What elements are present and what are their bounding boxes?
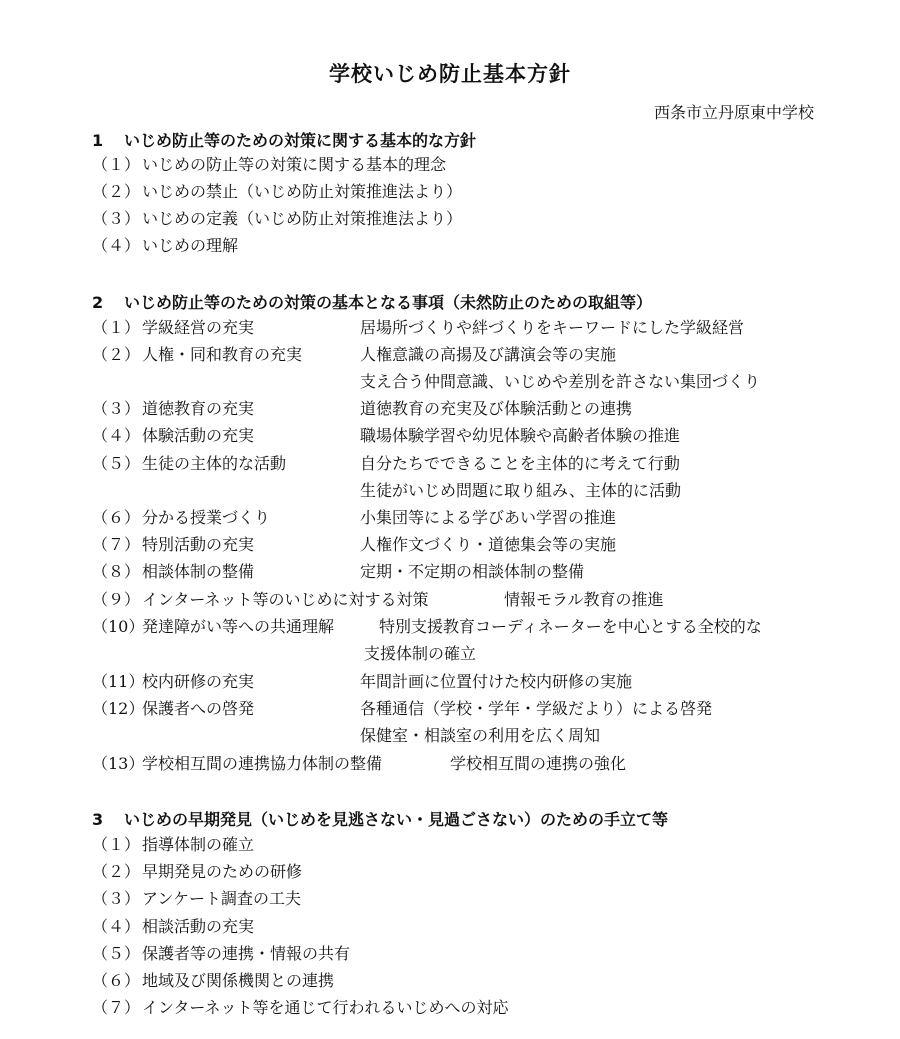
item-number: （４） [92, 236, 141, 255]
item-number: （11） [92, 672, 145, 691]
list-item [92, 343, 617, 367]
list-item [92, 887, 301, 911]
list-item [92, 207, 462, 231]
item-label: アンケート調査の工夫 [142, 889, 302, 908]
list-item [92, 452, 680, 476]
item-label: 相談体制の整備 [142, 562, 255, 581]
school-name: 西条市立丹原東中学校 [653, 103, 814, 122]
item-label: いじめの防止等の対策に関する基本的理念 [142, 155, 447, 174]
item-number: （３） [92, 399, 141, 418]
list-item [92, 942, 350, 966]
list-item [92, 615, 762, 639]
section-2-heading [92, 290, 652, 313]
item-label: 早期発見のための研修 [142, 862, 303, 881]
item-label: 特別活動の充実 [142, 535, 255, 554]
item-description: 生徒がいじめ問題に取り組み、主体的に活動 [360, 481, 681, 500]
item-label: 保護者への啓発 [142, 699, 255, 718]
list-item [92, 316, 745, 340]
section-title: いじめ防止等のための対策に関する基本的な方針 [124, 131, 477, 150]
item-label: 体験活動の充実 [142, 426, 255, 445]
section-number: 2 [92, 293, 104, 312]
item-description: 支援体制の確立 [364, 644, 477, 663]
item-label: 発達障がい等への共通理解 [142, 617, 335, 636]
item-label: 校内研修の充実 [142, 672, 255, 691]
section-3-heading [92, 807, 668, 830]
item-number: （７） [92, 535, 141, 554]
section-title: いじめの早期発見（いじめを見逃さない・見過ごさない）のための手立て等 [124, 810, 669, 829]
item-number: （４） [92, 917, 141, 936]
item-description: 人権作文づくり・道徳集会等の実施 [360, 535, 617, 554]
item-label: いじめの禁止（いじめ防止対策推進法より） [142, 182, 463, 201]
item-label: 地域及び関係機関との連携 [142, 971, 335, 990]
item-label: 分かる授業づくり [142, 508, 271, 527]
list-item [92, 424, 681, 448]
item-number: （２） [92, 862, 141, 881]
item-description: 職場体験学習や幼児体験や高齢者体験の推進 [360, 426, 681, 445]
item-number: （２） [92, 182, 141, 201]
item-number: （６） [92, 508, 141, 527]
item-description: 自分たちでできることを主体的に考えて行動 [360, 454, 680, 473]
list-item [92, 969, 334, 993]
section-1-heading [92, 128, 476, 151]
item-number: （７） [92, 998, 141, 1017]
item-label: 指導体制の確立 [142, 835, 255, 854]
item-description: 各種通信（学校・学年・学級だより）による啓発 [360, 699, 713, 718]
item-description: 特別支援教育コーディネーターを中心とする全校的な [379, 617, 762, 636]
item-number: （５） [92, 454, 141, 473]
item-label: いじめの定義（いじめ防止対策推進法より） [142, 209, 463, 228]
item-number: （１） [92, 155, 141, 174]
section-title: いじめ防止等のための対策の基本となる事項（未然防止のための取組等） [124, 293, 653, 312]
item-number: （１） [92, 835, 141, 854]
list-item [92, 180, 462, 204]
list-item [92, 752, 627, 776]
item-label: インターネット等を通じて行われるいじめへの対応 [142, 998, 509, 1017]
list-item [92, 915, 254, 939]
item-description: 人権意識の高揚及び講演会等の実施 [360, 345, 617, 364]
item-number: （８） [92, 562, 141, 581]
item-number: （６） [92, 971, 141, 990]
item-label: 学級経営の充実 [142, 318, 255, 337]
list-item [92, 833, 254, 857]
item-label: インターネット等のいじめに対する対策 [142, 590, 429, 609]
list-item [92, 996, 509, 1020]
item-label: 保護者等の連携・情報の共有 [142, 944, 351, 963]
list-item [92, 560, 585, 584]
item-description: 保健室・相談室の利用を広く周知 [360, 726, 601, 745]
section-number: 1 [92, 131, 104, 150]
item-number: （13） [92, 754, 145, 773]
item-description: 学校相互間の連携の強化 [450, 754, 627, 773]
list-item [92, 697, 713, 721]
item-label: 道徳教育の充実 [142, 399, 255, 418]
item-description: 支え合う仲間意識、いじめや差別を許さない集団づくり [360, 372, 761, 391]
item-number: （12） [92, 699, 145, 718]
list-item [92, 506, 617, 530]
item-label: 人権・同和教育の充実 [142, 345, 303, 364]
list-item [92, 153, 446, 177]
item-number: （４） [92, 426, 141, 445]
item-description: 道徳教育の充実及び体験活動との連携 [360, 399, 633, 418]
item-description: 年間計画に位置付けた校内研修の実施 [360, 672, 633, 691]
item-number: （５） [92, 944, 141, 963]
item-label: 学校相互間の連携協力体制の整備 [142, 754, 383, 773]
list-item [92, 588, 664, 612]
item-description: 情報モラル教育の推進 [504, 590, 664, 609]
item-label: 生徒の主体的な活動 [142, 454, 287, 473]
item-number: （３） [92, 209, 141, 228]
item-description: 定期・不定期の相談体制の整備 [360, 562, 585, 581]
list-item [92, 533, 617, 557]
item-number: （９） [92, 590, 141, 609]
item-number: （１） [92, 318, 141, 337]
list-item [92, 670, 633, 694]
list-item [92, 860, 302, 884]
item-label: いじめの理解 [142, 236, 239, 255]
item-description: 小集団等による学びあい学習の推進 [360, 508, 617, 527]
item-number: （３） [92, 889, 141, 908]
section-number: 3 [92, 810, 104, 829]
item-description: 居場所づくりや絆づくりをキーワードにした学級経営 [360, 318, 745, 337]
item-label: 相談活動の充実 [142, 917, 255, 936]
item-number: （10） [92, 617, 145, 636]
item-number: （２） [92, 345, 141, 364]
list-item [92, 234, 238, 258]
list-item [92, 397, 633, 421]
document-title: 学校いじめ防止基本方針 [329, 62, 571, 86]
